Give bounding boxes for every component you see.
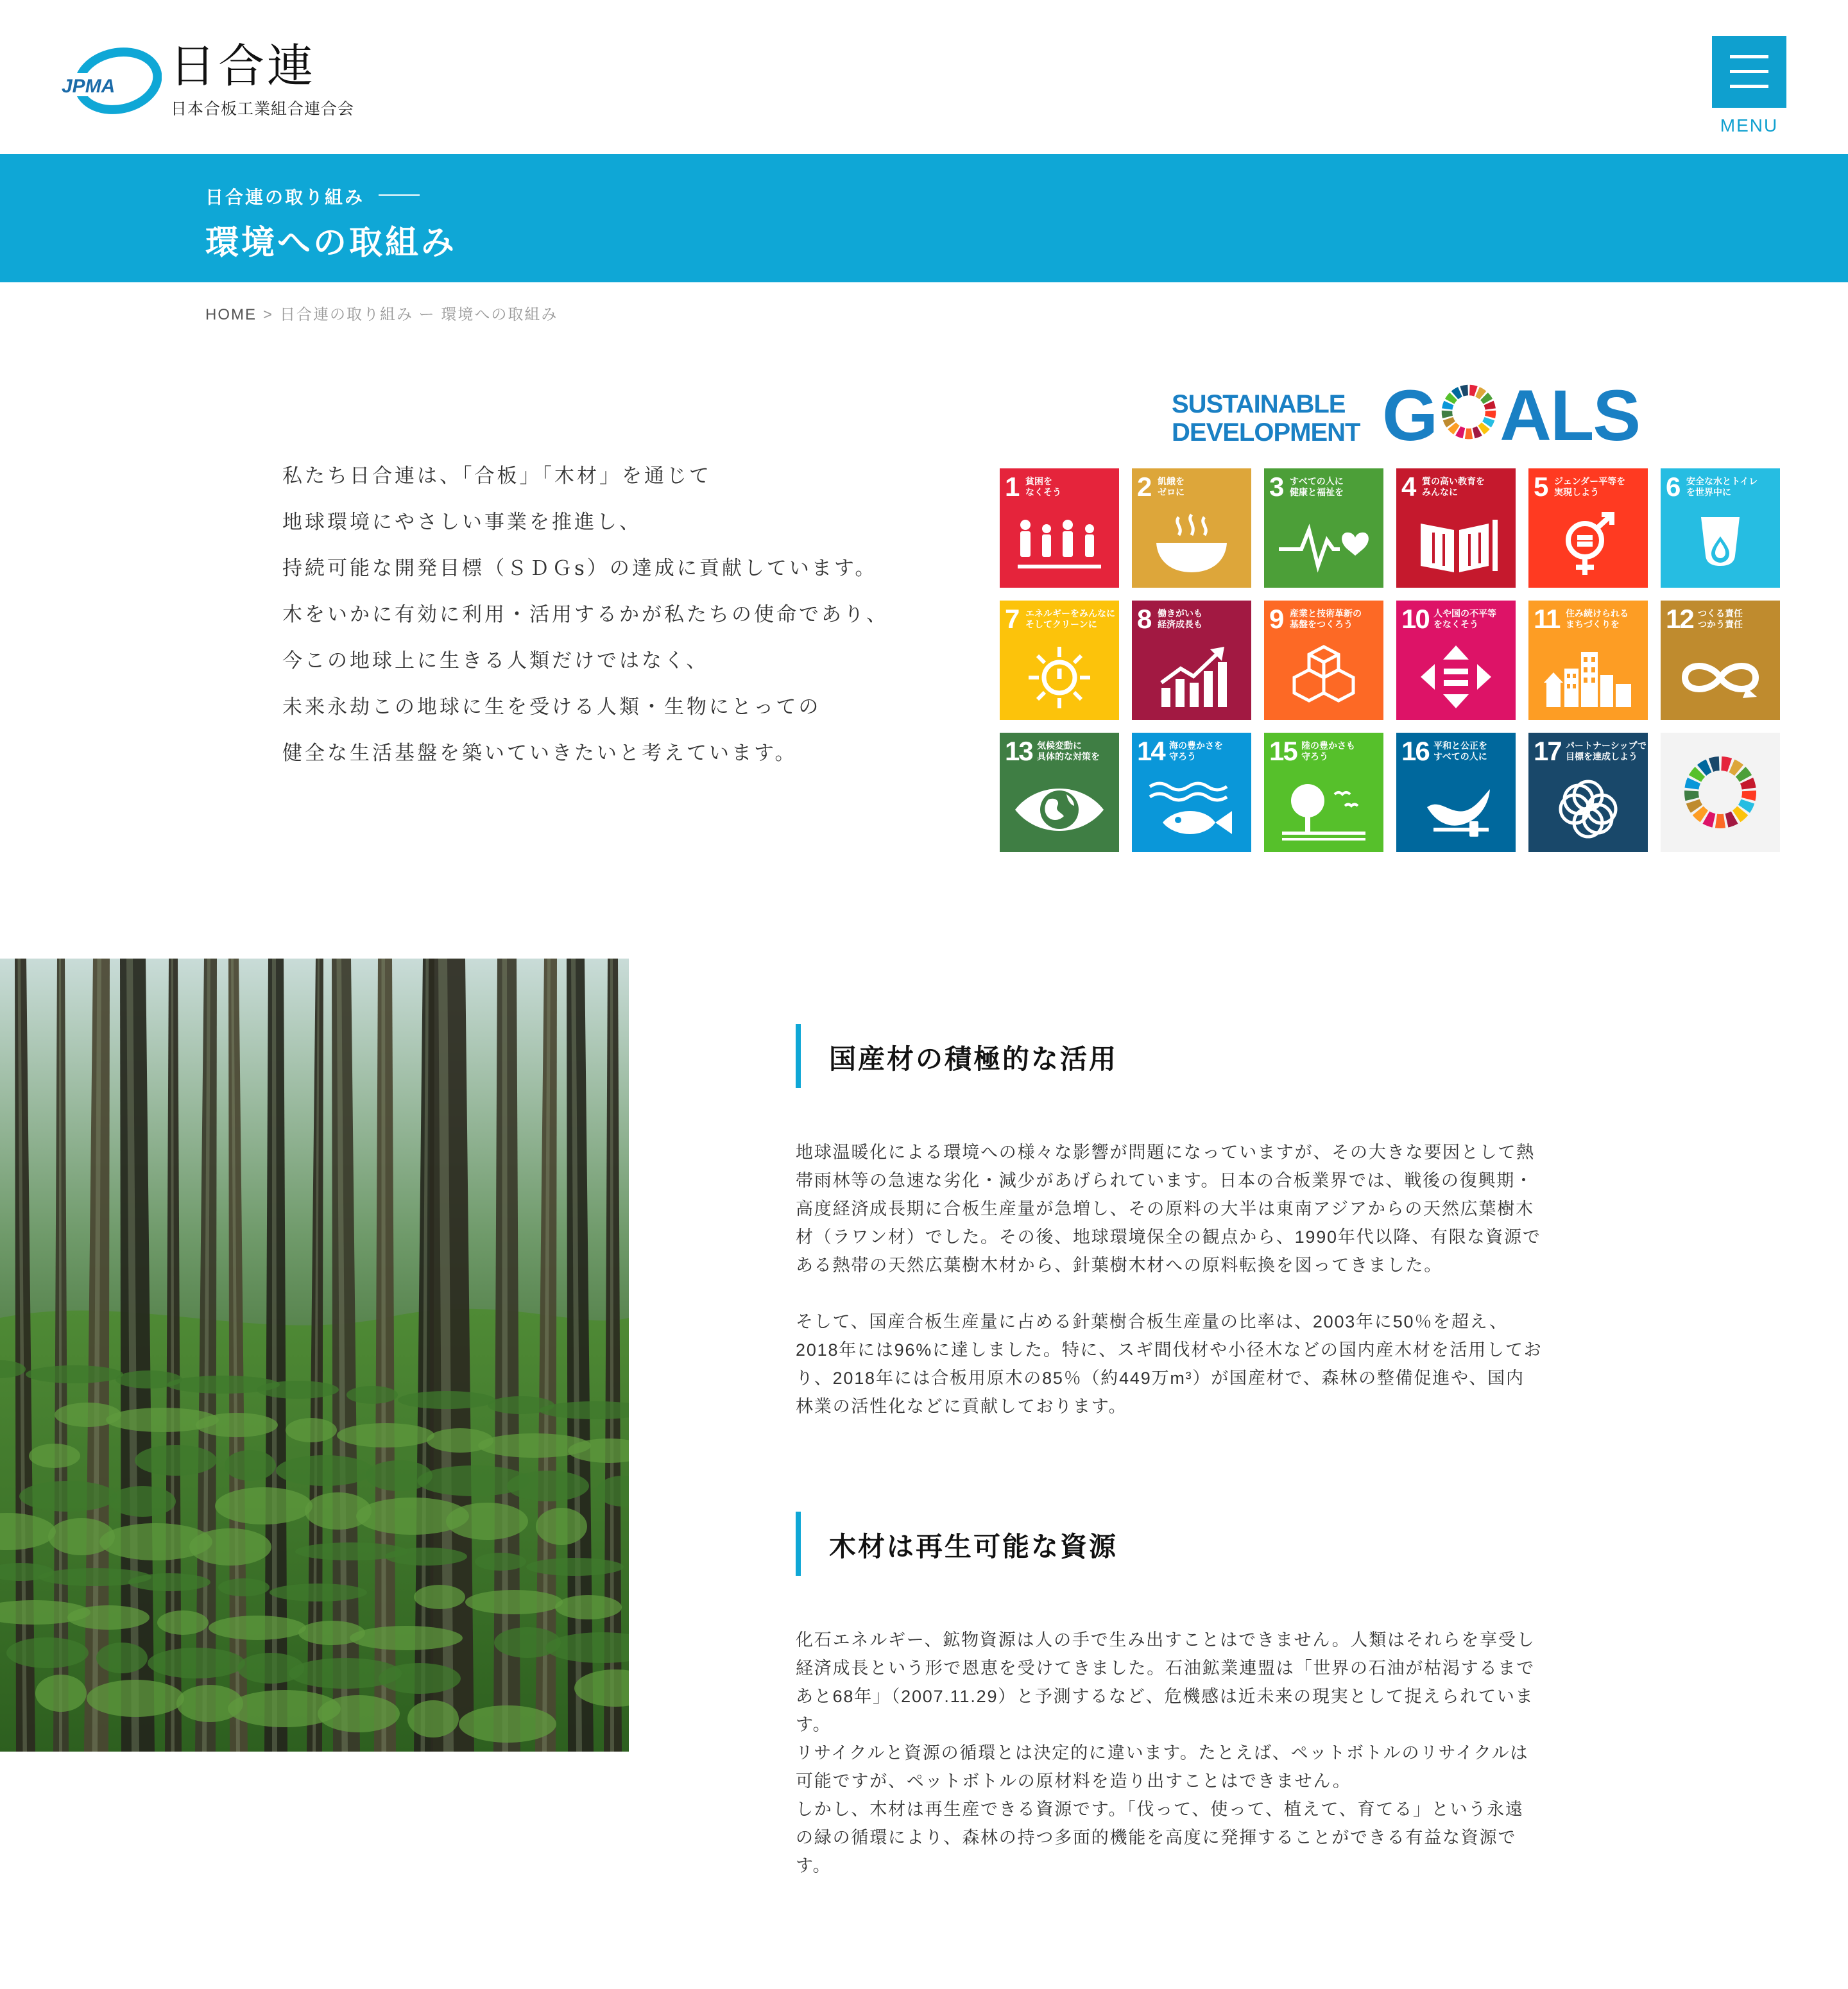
sdg-goal-label: 飢餓を ゼロに (1158, 476, 1185, 497)
sdg-goal-number: 7 (1005, 604, 1019, 634)
sdg-goal-tile (1132, 601, 1251, 720)
sdg-goal-label: エネルギーをみんなに そしてクリーンに (1025, 608, 1115, 629)
breadcrumb (205, 302, 558, 324)
dove-icon (1408, 775, 1504, 843)
intro-line: 私たち日合連は、「合板」「木材」を通じて (282, 465, 712, 488)
gender-icon (1540, 511, 1636, 579)
sdg-goal-tile (1000, 601, 1119, 720)
breadcrumb-current: 日合連の取り組み ー 環境への取組み (280, 306, 558, 323)
bowl-icon (1143, 511, 1240, 579)
section-paragraph: 地球温暖化による環境への様々な影響が問題になっていますが、その大きな要因として熱 帯雨林等の急速な劣化・減少があげられています。日本の合板業界では、戦後の復興期・ 高度経済成長期に合板生産量が急増し、その原料の大半は東南アジアからの天然広葉樹木 材（ラワン材）でした。その後、地球環境保全の観点から、1990年代以降、有限な資源で ある熱帯の天然広葉樹木材から、針葉樹木材への原料転換を図ってきました。 (796, 1143, 1541, 1275)
cubes-icon (1276, 643, 1372, 711)
sdg-goal-label: パートナーシップで 目標を達成しよう (1566, 740, 1647, 762)
sdg-goal-number: 1 (1005, 472, 1019, 502)
sdg-goal-number: 15 (1269, 736, 1297, 766)
sdg-goal-tile (1264, 601, 1383, 720)
city-icon (1540, 643, 1636, 711)
people-icon (1011, 511, 1108, 579)
forest-photo (0, 959, 629, 1752)
sdg-goal-number: 5 (1534, 472, 1548, 502)
sdg-goal-label: 海の豊かさを 守ろう (1169, 740, 1223, 762)
sdg-logo (1172, 375, 1640, 456)
site-title: 日合連 (169, 39, 316, 93)
growth-icon (1143, 643, 1240, 711)
banner-divider (379, 194, 420, 196)
breadcrumb-home-link[interactable]: HOME (205, 306, 257, 323)
site-logo-link[interactable] (59, 37, 393, 127)
sdg-goal-label: ジェンダー平等を 実現しよう (1554, 476, 1626, 497)
sdg-goals-grid (1000, 468, 1779, 851)
sdg-goal-number: 11 (1534, 604, 1560, 634)
intro-line: 健全な生活基盤を築いていきたいと考えています。 (282, 742, 798, 765)
sdg-goal-label: 貧困を なくそう (1025, 476, 1061, 497)
sdg-goal-tile (1000, 468, 1119, 588)
sdg-goal-tile (1661, 468, 1780, 588)
sdg-goal-label: 質の高い教育を みんなに (1422, 476, 1485, 497)
section-heading (796, 1024, 1566, 1088)
sdg-logo-line2: DEVELOPMENT (1172, 418, 1360, 447)
sdg-goal-label: 安全な水とトイレ を世界中に (1686, 476, 1758, 497)
banner-category: 日合連の取り組み (205, 187, 365, 207)
intro-line: 地球環境にやさしい事業を推進し、 (282, 511, 642, 534)
sdg-goal-number: 3 (1269, 472, 1283, 502)
site-header (0, 0, 1848, 154)
sdg-goal-number: 17 (1534, 736, 1561, 766)
jpma-logo-icon (59, 45, 162, 115)
sdg-goal-label: つくる責任 つかう責任 (1698, 608, 1743, 629)
sdg-goal-tile (1661, 601, 1780, 720)
sdg-goal-number: 8 (1137, 604, 1151, 634)
sdg-goal-tile (1528, 733, 1648, 852)
section-title: 国産材の積極的な活用 (829, 1044, 1118, 1074)
sdg-goal-number: 14 (1137, 736, 1165, 766)
heartbeat-icon (1276, 511, 1372, 579)
menu-label[interactable]: MENU (1720, 115, 1779, 135)
heading-accent-bar (796, 1512, 801, 1576)
sdg-goal-label: 人や国の不平等 をなくそう (1433, 608, 1496, 629)
sdg-logo-goals: G ALS (1382, 375, 1640, 456)
water-icon (1672, 511, 1768, 579)
hamburger-icon (1730, 55, 1768, 58)
section-heading (796, 1512, 1566, 1576)
fish-icon (1143, 775, 1240, 843)
sdg-goal-label: すべての人に 健康と福祉を (1290, 476, 1344, 497)
infinity-icon (1672, 643, 1768, 711)
sdg-logo-line1: SUSTAINABLE (1172, 390, 1346, 418)
tree-icon (1276, 775, 1372, 843)
sun-icon (1011, 643, 1108, 711)
section-paragraph: そして、国産合板生産量に占める針葉樹合板生産量の比率は、2003年に50％を超え、 2018年には96%に達しました。特に、スギ間伐材や小径木などの国内産木材を活用してお り、2018年には合板用原木の85％（約449万m³）が国産材で、森林の整備促進や、国内 林業の活性化などに貢献しております。 (796, 1312, 1543, 1416)
sdg-wheel-icon (1682, 754, 1759, 831)
flower-icon (1540, 775, 1636, 843)
sdg-goal-number: 16 (1401, 736, 1429, 766)
sdg-goal-number: 10 (1401, 604, 1429, 634)
sdg-goal-tile (1132, 468, 1251, 588)
equality-icon (1408, 643, 1504, 711)
site-subtitle: 日本合板工業組合連合会 (171, 100, 355, 118)
sdg-wheel-icon (1439, 382, 1498, 441)
sdg-goal-number: 13 (1005, 736, 1032, 766)
sdg-goal-tile (1396, 468, 1516, 588)
sdg-goal-label: 陸の豊かさも 守ろう (1301, 740, 1355, 762)
sdg-goal-label: 気候変動に 具体的な対策を (1037, 740, 1100, 762)
sdg-goal-tile (1264, 733, 1383, 852)
sdg-goal-label: 産業と技術革新の 基盤をつくろう (1290, 608, 1362, 629)
sdg-goal-number: 4 (1401, 472, 1416, 502)
logo-mark-text: JPMA (62, 76, 116, 97)
sdg-goal-label: 住み続けられる まちづくりを (1566, 608, 1629, 629)
sdg-goal-tile (1661, 733, 1780, 852)
intro-line: 未来永劫この地球に生を受ける人類・生物にとっての (282, 696, 821, 719)
sdg-goal-tile (1000, 733, 1119, 852)
intro-line: 今この地球上に生きる人類だけではなく、 (282, 649, 709, 672)
sdg-goal-number: 9 (1269, 604, 1283, 634)
section-paragraph: 化石エネルギー、鉱物資源は人の手で生み出すことはできません。人類はそれらを享受し 経済成長という形で恩恵を受けてきました。石油鉱業連盟は「世界の石油が枯渇するまで あと68年」（2007.11.29）と予測するなど、危機感は近未来の現実として捉えられていま す。 リサイクルと資源の循環とは決定的に違います。たとえば、ペットボトルのリサイクルは 可能ですが、ペットボトルの原材料を造り出すことはできません。 しかし、木材は再生産できる資源です。「伐って、使って、植えて、育てる」という永遠 の緑の循環により、森林の持つ多面的機能を高度に発揮することができる有益な資源で す。 (796, 1630, 1536, 1875)
sdg-goal-tile (1528, 601, 1648, 720)
sdg-goal-number: 2 (1137, 472, 1151, 502)
sdg-goal-label: 働きがいも 経済成長も (1158, 608, 1202, 629)
sdg-goal-tile (1396, 601, 1516, 720)
sdg-goal-tile (1264, 468, 1383, 588)
hamburger-menu-button[interactable] (1712, 36, 1786, 108)
intro-line: 木をいかに有効に利用・活用するかが私たちの使命であり、 (282, 603, 889, 626)
page-title-banner (0, 154, 1848, 282)
sdg-goal-number: 6 (1666, 472, 1680, 502)
intro-line: 持続可能な開発目標（ＳＤＧs）の達成に貢献しています。 (282, 557, 878, 580)
sdg-goal-label: 平和と公正を すべての人に (1433, 740, 1487, 762)
heading-accent-bar (796, 1024, 801, 1088)
sdg-goal-number: 12 (1666, 604, 1693, 634)
section-title: 木材は再生可能な資源 (829, 1532, 1118, 1562)
sdg-goal-tile (1528, 468, 1648, 588)
sdg-goal-tile (1132, 733, 1251, 852)
intro-text (282, 453, 924, 776)
breadcrumb-separator: > (263, 306, 274, 323)
eye-globe-icon (1011, 775, 1108, 843)
page-title: 環境への取組み (205, 223, 458, 262)
sdg-goal-tile (1396, 733, 1516, 852)
book-icon (1408, 511, 1504, 579)
